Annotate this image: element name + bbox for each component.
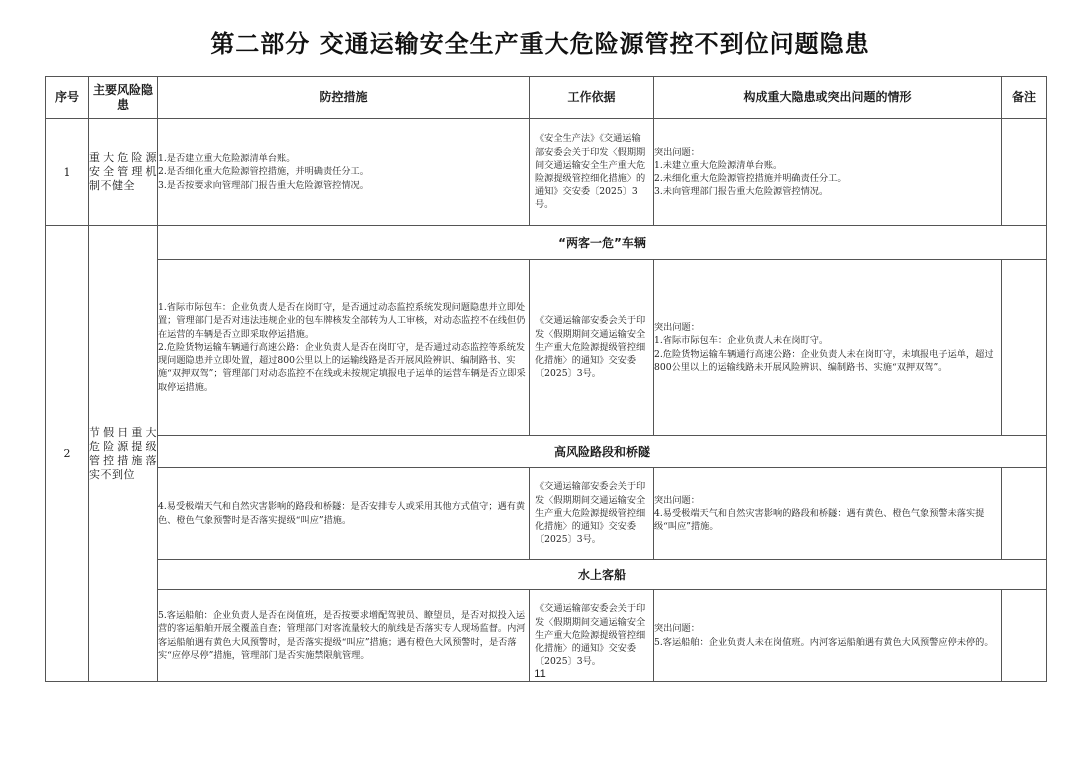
section-row	[46, 560, 1047, 590]
hazard-table	[45, 76, 1047, 682]
measures-cell: 5.客运船舶：企业负责人是否在岗值班，是否按要求增配驾驶员、瞭望员，是否对拟投入运营的客运船舶开展全覆盖自查；管理部门对客流量较大的航线是否落实专人现场监督。内河客运船舶遇有黄色大风预警时，是否落实提级“叫应”措施；遇有橙色大风预警时，是否落实“应停尽停”措施，管理部门是否实施禁限航管理。	[158, 590, 530, 682]
header-risk: 主要风险隐患	[89, 77, 158, 119]
section-heading: “两客一危”车辆	[158, 226, 1047, 260]
header-remarks: 备注	[1002, 77, 1047, 119]
header-measures: 防控措施	[158, 77, 530, 119]
basis-cell: 《交通运输部安委会关于印发〈假期期间交通运输安全生产重大危险源提级管控细化措施〉的通知》交安委〔2025〕3号。	[530, 590, 654, 682]
table-row	[46, 260, 1047, 436]
situation-cell: 突出问题： 4.易受极端天气和自然灾害影响的路段和桥隧：遇有黄色、橙色气象预警未落实提级“叫应”措施。	[654, 468, 1002, 560]
measures-cell: 1.省际市际包车：企业负责人是否在岗盯守，是否通过动态监控系统发现问题隐患并立即处置；管理部门是否对违法违规企业的包车牌核发全部转为人工审核，对动态监控不在线但仍在运营的车辆是否立即采取停运措施。 2.危险货物运输车辆通行高速公路：企业负责人是否在岗盯守，是否通过动态监控等系统发现问题隐患并立即处置，超过800公里以上的运输线路是否开展风险辨识、编制路书、实施“双押双驾”；管理部门对动态监控不在线或未按规定填报电子运单的运营车辆是否立即采取停运措施。	[158, 260, 530, 436]
remarks-cell	[1002, 468, 1047, 560]
table-row	[46, 468, 1047, 560]
situation-cell: 突出问题： 5.客运船舶：企业负责人未在岗值班。内河客运船舶遇有黄色大风预警应停未停的。	[654, 590, 1002, 682]
page-number: 11	[534, 668, 546, 680]
remarks-cell	[1002, 260, 1047, 436]
risk-cell: 节假日重大危险源提级管控措施落实不到位	[89, 226, 158, 682]
basis-cell: 《安全生产法》《交通运输部安委会关于印发〈假期期间交通运输安全生产重大危险源提级管控细化措施〉的通知》交安委〔2025〕3号。	[530, 119, 654, 226]
measures-cell: 4.易受极端天气和自然灾害影响的路段和桥隧：是否安排专人或采用其他方式值守；遇有黄色、橙色气象预警时是否落实提级“叫应”措施。	[158, 468, 530, 560]
row-number: 1	[46, 119, 89, 226]
table-row	[46, 119, 1047, 226]
risk-cell: 重大危险源安全管理机制不健全	[89, 119, 158, 226]
basis-cell: 《交通运输部安委会关于印发〈假期期间交通运输安全生产重大危险源提级管控细化措施〉的通知》交安委〔2025〕3号。	[530, 468, 654, 560]
page-title: 第二部分 交通运输安全生产重大危险源管控不到位问题隐患	[210, 30, 870, 58]
situation-cell: 突出问题： 1.未建立重大危险源清单台账。 2.未细化重大危险源管控措施并明确责任分工。 3.未向管理部门报告重大危险源管控情况。	[654, 119, 1002, 226]
remarks-cell	[1002, 119, 1047, 226]
header-basis: 工作依据	[530, 77, 654, 119]
basis-cell: 《交通运输部安委会关于印发〈假期期间交通运输安全生产重大危险源提级管控细化措施〉的通知》交安委〔2025〕3号。	[530, 260, 654, 436]
section-heading: 高风险路段和桥隧	[158, 436, 1047, 468]
row-number: 2	[46, 226, 89, 682]
table-header-row	[46, 77, 1047, 119]
section-row	[46, 436, 1047, 468]
measures-cell: 1.是否建立重大危险源清单台账。 2.是否细化重大危险源管控措施，并明确责任分工。 3.是否按要求向管理部门报告重大危险源管控情况。	[158, 119, 530, 226]
situation-cell: 突出问题： 1.省际市际包车：企业负责人未在岗盯守。 2.危险货物运输车辆通行高速公路：企业负责人未在岗盯守，未填报电子运单，超过800公里以上的运输线路未开展风险辨识、编制路书、实施“双押双驾”。	[654, 260, 1002, 436]
header-situation: 构成重大隐患或突出问题的情形	[654, 77, 1002, 119]
section-heading: 水上客船	[158, 560, 1047, 590]
header-no: 序号	[46, 77, 89, 119]
section-row	[46, 226, 1047, 260]
